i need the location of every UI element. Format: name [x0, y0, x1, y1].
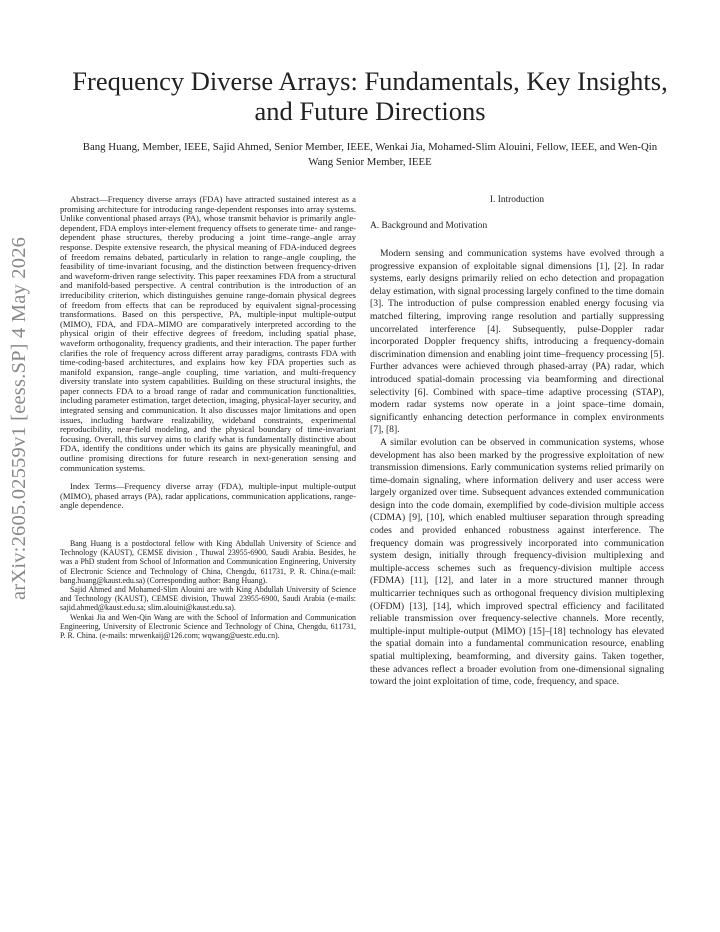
body-paragraph: A similar evolution can be observed in communication systems, whose development has also been marked by the progressive exploitation of new transmission dimensions. Early communication systems relied primarily on time-domain signaling, where information delivery and user access were largely organized over time. Subsequent advances extended communication design into the code domain, exemplified by code-division multiple access (CDMA) [9], [10], which enabled multiuser separation through spreading codes and provided enhanced robustness against interference. The frequency domain was progressively incorporated into communication system design, initially through frequency-division multiplexing and multiple-access schemes such as frequency-division multiple access (FDMA) [11], [12], and later in a more structured manner through multicarrier techniques such as orthogonal frequency division multiplexing (OFDM) [13], [14], which improved spectral efficiency and facilitated reliable transmission over frequency-selective channels. More recently, multiple-input multiple-output (MIMO) [15]–[18] technology has elevated the spatial domain into a fundamental communication resource, enabling spatial multiplexing, beamforming, and diversity gains. Taken together, these advances reflect a broader evolution from one-dimensional signaling toward the joint exploitation of time, code, frequency, and space.	[370, 436, 664, 688]
footnote-affiliation: Sajid Ahmed and Mohamed-Slim Alouini are with King Abdullah University of Science and Technology (KAUST), CEMSE division, Thuwal 23955-6900, Saudi Arabia (e-mails: sajid.ahmed@kaust.edu.sa; slim.alouini@kaust.edu.sa).	[60, 585, 356, 613]
arxiv-identifier: arXiv:2605.02559v1 [eess.SP] 4 May 2026	[8, 236, 30, 600]
subsection-heading: A. Background and Motivation	[370, 221, 488, 231]
paper-title: Frequency Diverse Arrays: Fundamentals, Key Insights, and Future Directions	[72, 66, 668, 126]
body-paragraph: Modern sensing and communication systems have evolved through a progressive expansion of exploitable signal dimensions [1], [2]. In radar systems, early designs primarily relied on echo detection and propagation delay estimation, with signal processing largely confined to the time domain [3]. The introduction of pulse compression enabled energy focusing via matched filtering, improving range resolution and partially suppressing uncorrelated interference [4]. Subsequently, pulse-Doppler radar incorporated Doppler frequency shifts, introducing a frequency-domain discrimination dimension and enabling joint time–frequency processing [5]. Further advances were achieved through phased-array (PA) radar, which introduced spatial-domain processing via beamforming and directional selectivity [6]. Combined with space–time adaptive processing (STAP), modern radar systems now operate in a joint space–time domain, significantly enhancing detection performance in complex environments [7], [8].	[370, 248, 664, 436]
section-heading: I. Introduction	[489, 195, 545, 205]
right-column	[370, 195, 664, 689]
author-footnotes	[60, 539, 356, 640]
abstract: Abstract—Frequency diverse arrays (FDA) have attracted sustained interest as a promising architecture for introducing range-dependent responses into array systems. Unlike conventional phased arrays (PA), whose transmit behavior is primarily angle-dependent, FDA employs inter-element frequency offsets to generate time- and range-dependent phase structures, thereby producing a joint time–range–angle array response. Despite extensive research, the physical meaning of FDA-induced degrees of freedom remains debated, particularly in relation to range–angle coupling, the feasibility of time-invariant focusing, and the distinction between frequency-driven and waveform-driven range selectivity. This paper reexamines FDA from a structural and manifold-based perspective. A central contribution is the introduction of an irreducibility criterion, which distinguishes genuine range-domain physical degrees of freedom from effects that can be reproduced by equivalent signal-processing transformations. Based on this perspective, PA, multiple-input multiple-output (MIMO), FDA, and FDA–MIMO are comparatively interpreted according to the physical origin of their effective degrees of freedom, including spatial phase, waveform orthogonality, frequency gradients, and their interaction. The paper further clarifies the role of frequency across different array paradigms, contrasts FDA with time-coding-based architectures, and explains how key FDA properties such as manifold expansion, range–angle coupling, time variation, and multi-frequency diversity translate into system capabilities. Building on these structural insights, the paper connects FDA to a broad range of radar and communication functionalities, including parameter estimation, target detection, imaging, physical-layer security, and integrated sensing and communication. It also discusses major limitations and open issues, including hardware realizability, wideband constraints, experimental reproducibility, near-field modeling, and the physical boundary of time-invariant focusing. Overall, this survey aims to clarify what is fundamentally distinctive about FDA, identify the conditions under which its gains are physically meaningful, and outline promising directions for future research in next-generation sensing and communication systems.	[60, 194, 356, 473]
footnote-affiliation: Bang Huang is a postdoctoral fellow with King Abdullah University of Science and Technology (KAUST), CEMSE division , Thuwal 23955-6900, Saudi Arabia. Besides, he was a PhD student from School of Information and Communication Engineering, University of Electronic Science and Technology of China, Chengdu, 611731, P. R. China.(e-mail: bang.huang@kaust.edu.sa) (Corresponding author: Bang Huang).	[60, 539, 356, 585]
footnote-affiliation: Wenkai Jia and Wen-Qin Wang are with the School of Information and Communication Engineering, University of Electronic Science and Technology of China, Chengdu, 611731, P. R. China. (e-mails: mrwenkaij@126.com; wqwang@uestc.edu.cn).	[60, 612, 356, 641]
left-column	[60, 195, 356, 640]
index-terms: Index Terms—Frequency diverse array (FDA), multiple-input multiple-output (MIMO), phased arrays (PA), radar applications, communication applications, range-angle dependence.	[60, 481, 356, 511]
author-list: Bang Huang, Member, IEEE, Sajid Ahmed, Senior Member, IEEE, Wenkai Jia, Mohamed-Slim Alouini, Fellow, IEEE, and Wen-Qin Wang Senior Member, IEEE	[82, 141, 658, 168]
